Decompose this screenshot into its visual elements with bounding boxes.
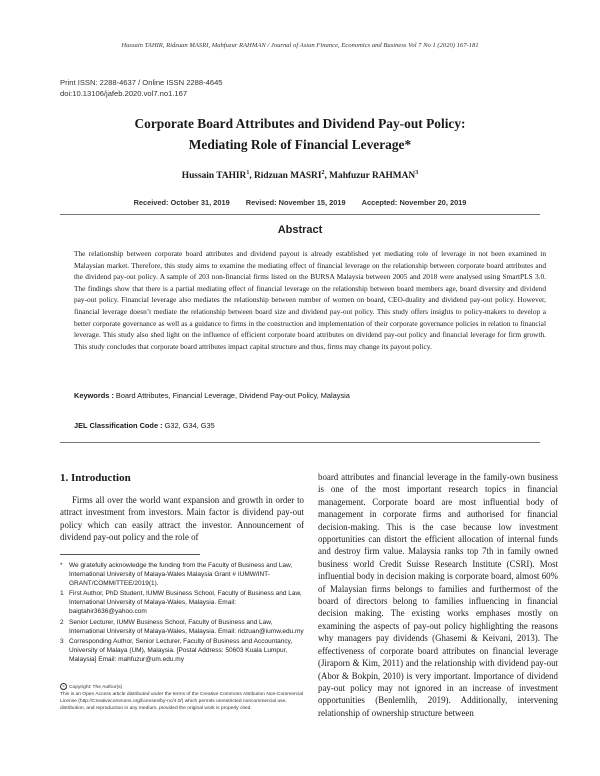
jel-value: G32, G34, G35 [162,421,215,430]
footnote-rule [60,554,200,555]
footnote-mark: 3 [60,638,64,646]
issn-line: Print ISSN: 2288-4637 / Online ISSN 2288-4645 [60,78,223,87]
footnote [60,638,304,664]
jel-label: JEL Classification Code : [74,421,163,430]
footnote-mark: 2 [60,618,64,626]
title-line-1: Corporate Board Attributes and Dividend Pay-out Policy: [134,116,466,131]
revised-date: Revised: November 15, 2019 [245,198,346,207]
copyright-icon: c [60,683,67,690]
intro-right-column: board attributes and financial leverage in the family-own business is one of the most important research topics in financial management. Corporate board are most influential body of management in corporate firms and authorised for financial decision-making. This is the case because low investment opportunities can distort the efficient allocation of internal funds and destroy firm value. Malaysia ranks top 7th in family owned business world Credit Suisse Research Institute (CSRI). Most influential body in decision making is corporate board, almost 60% of Malaysian firms belongs to families and furthermost of the board of directors belong to families influencing in financial decision making. The existing works emphases mostly on examining the aspects of pay-out policy highlighting the reasons why managers pay dividends (Ghasemi & Keivani, 2013). The effectiveness of corporate board attributes on financial leverage (Jiraporn & Kim, 2011) and the relationship with dividend pay-out (Abor & Bokpin, 2010) is very important. Importance of dividend pay-out policy may not ignored in an increase of investment opportunities (Benlemlih, 2019). Additionally, intervening relationship of ownership structure between [318,472,558,718]
copyright-notice [60,683,304,712]
accepted-date: Accepted: November 20, 2019 [361,198,467,207]
submission-dates [60,198,540,207]
footnote-text: First Author, PhD Student, IUMW Business School, Faculty of Business and Law, International University of Malaya-Wales, Malaysia. Email: baigtahir3636@yahoo.com [69,590,302,615]
license-text: This is an Open Access article distributed under the terms of the Creative Commons Attribution Non-Commercial License (http://Creativecommons.org/licenses/by-nc/4.0/) which permits unrestricted noncommercial use, distribution, and reproduction in any medium, provided the original work is properly cited. [60,691,304,711]
keywords-label: Keywords : [74,391,114,400]
footnote [60,619,304,637]
received-date: Received: October 31, 2019 [133,198,230,207]
copyright-title: Copyright: The Author(s) [69,684,123,690]
author-list [60,171,540,181]
author-3: Mahfuzur RAHMAN [329,171,416,181]
keywords-line [74,391,546,400]
issn-block [60,77,223,99]
abstract-text: The relationship between corporate board attributes and dividend payout is already established yet mediating role of leverage in not been examined in Malaysian market. Therefore, this study aims to examine the mediating effect of financial leverage on the relationship between corporate board attributes and the dividend pay-out policy. A sample of 203 non-financial firms listed on the BURSA Malaysia between 2005 and 2018 were analysed using SmartPLS 3.0. The findings show that there is a partial mediating effect of financial leverage on the relationship between board members age, board diversity and dividend pay-out policy. Financial leverage also mediates the relationship between number of women on board, CEO-duality and dividend pay-out policy. However, financial leverage doesn’t mediate the relationship between board size and dividend pay-out policy. This study offers insights to policy-makers to develop a better corporate governance as well as a guidance to firms in the construction and implementation of their corporate governance policies in relation to financial leverage. This study also shed light on the influence of efficient corporate board attributes on dividend pay-out policy and financial leverage for firm growth. This study concludes that corporate board attributes impact capital structure and thus, firms may change its payout policy. [74,249,546,351]
author-1: Hussain TAHIR [181,171,247,181]
footnote-text: Senior Lecturer, IUMW Business School, Faculty of Business and Law, International University of Malaya-Wales, Malaysia. Email: ridzuan@iumw.edu.my [69,618,304,635]
divider-top [60,214,540,215]
doi-line: doi:10.13106/jafeb.2020.vol7.no1.167 [60,89,188,98]
footnote-text: Corresponding Author, Senior Lecturer, Faculty of Business and Accountancy, University of Malaya (UM), Malaysia. [Postal Address: 50603 Kuala Lumpur, Malaysia] Email: mahfuzur@um.edu.my [69,638,293,663]
divider-bottom [60,442,540,443]
author-2-affil: 2 [321,169,325,176]
copyright-line [60,683,304,692]
author-3-affil: 3 [415,169,419,176]
footnote-mark: 1 [60,590,64,598]
footnote [60,590,304,616]
author-2: Ridzuan MASRI [254,171,322,181]
author-separator: , [249,171,255,181]
jel-line [74,421,546,430]
section-heading: 1. Introduction [60,472,131,484]
running-header: Hussain TAHIR, Ridzuan MASRI, Mahfuzur RAHMAN / Journal of Asian Finance, Economics and Business Vol 7 No 1 (2020) 167-181 [121,42,479,49]
keywords-value: Board Attributes, Financial Leverage, Dividend Pay-out Policy, Malaysia [113,391,350,400]
footnote-mark: * [60,562,63,569]
footnote-text: We gratefully acknowledge the funding from the Faculty of Business and Law, International University of Malaya-Wales Malaysia Grant # IUMW/INT-GRANT/COMMITTEE/2019(1). [69,562,293,587]
author-1-affil: 1 [246,169,250,176]
abstract-heading: Abstract [277,224,323,236]
title-line-2: Mediating Role of Financial Leverage* [188,137,412,152]
footnotes [60,562,304,667]
author-separator: , [324,171,330,181]
intro-left-column: Firms all over the world want expansion and growth in order to attract investment from investors. Main factor is dividend pay-out policy which can easily attract the investor. Announcement of dividend pay-out policy and the role of [60,495,304,543]
paper-title [60,113,540,155]
footnote [60,562,304,588]
